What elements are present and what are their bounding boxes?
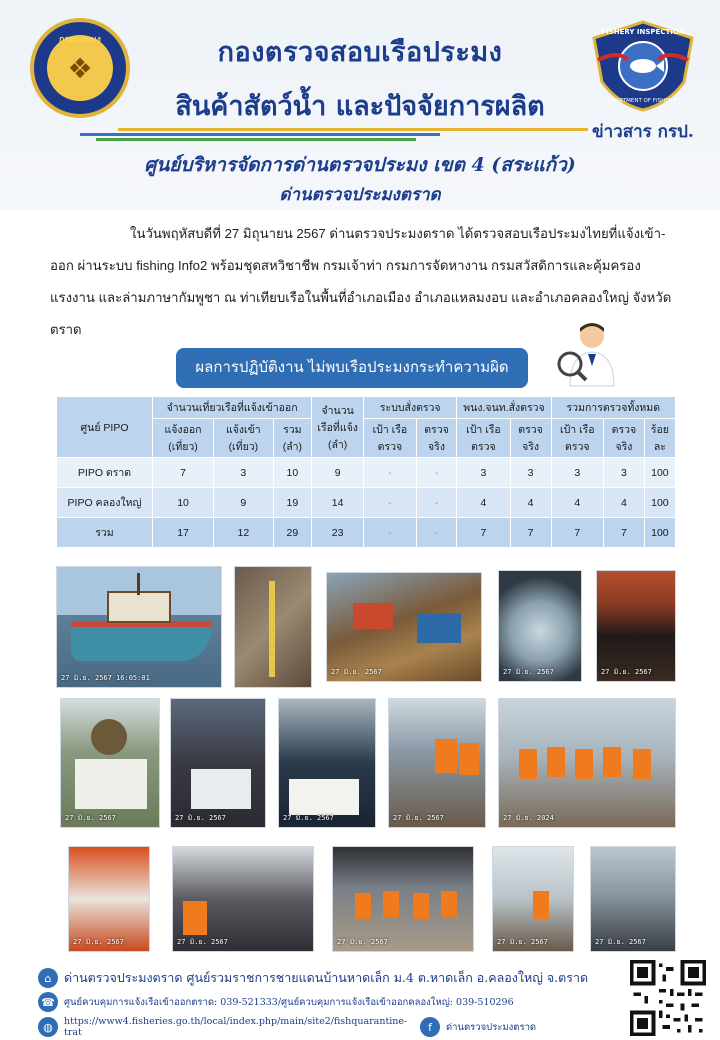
sub-sys-target: เป้า เรือตรวจ [364,419,416,458]
phone-icon: ☎ [38,992,58,1012]
photo-timestamp: 27 มิ.ย. 2567 [337,938,388,946]
photo-crew-group-2 [332,846,474,952]
photo-crew-lifejackets [388,698,486,828]
photo-timestamp: 27 มิ.ย. 2567 [497,938,548,946]
cell-percent: 100 [644,458,675,488]
center-name: ศูนย์บริหารจัดการด่านตรวจประมง เขต 4 (สระแก้ว) [144,154,576,176]
table-row [57,458,676,488]
footer-address: ด่านตรวจประมงตราด ศูนย์รวมราชการชายแดนบ้านหาดเล็ก ม.4 ต.หาดเล็ก อ.คลองใหญ่ จ.ตราด [64,970,589,985]
photo-timestamp: 27 มิ.ย. 2024 [503,814,554,822]
photo-cabin-hatch [596,570,676,682]
photo-timestamp: 27 มิ.ย. 2567 [73,938,124,946]
cell-count: 23 [312,518,364,548]
col-trips: จำนวนเที่ยวเรือที่แจ้งเข้าออก [153,397,312,419]
col-count: จำนวนเรือที่แจ้ง (ลำ) [312,397,364,458]
cell-in: 12 [214,518,274,548]
footer-facebook[interactable]: ด่านตรวจประมงตราด [446,1021,537,1033]
photo-fish-hold [498,570,582,682]
col-officer: พนง.จนท.สั่งตรวจ [457,397,551,419]
col-system: ระบบสั่งตรวจ [364,397,457,419]
department-of-fisheries-logo [30,18,130,118]
cell-off-target: 7 [457,518,510,548]
cell-percent: 100 [644,488,675,518]
news-tag: ข่าวสาร กรป. [592,122,694,142]
qr-code-icon[interactable] [628,960,708,1036]
page-title-line2: สินค้าสัตว์น้ำ และปัจจัยการผลิต [175,91,545,122]
sub-in: แจ้งเข้า (เที่ยว) [214,419,274,458]
cell-off-actual: 7 [510,518,551,548]
fishery-inspection-badge-icon [588,20,698,112]
cell-out: 17 [153,518,214,548]
sub-sum: รวม (ลำ) [273,419,312,458]
cell-count: 14 [312,488,364,518]
photo-timestamp: 27 มิ.ย. 2567 [65,814,116,822]
seal-emblem-icon: ❖ [47,35,113,101]
divider-green [96,138,416,141]
office-name: ด่านตรวจประมงตราด [279,185,441,205]
sub-off-target: เป้า เรือตรวจ [457,419,510,458]
photo-timestamp: 27 มิ.ย. 2567 [393,814,444,822]
photo-timestamp: 27 มิ.ย. 2567 [595,938,646,946]
sub-tot-actual: ตรวจจริง [604,419,645,458]
footer-web-row [38,1016,536,1038]
photo-fishing-boat [56,566,222,688]
photo-net-measure [234,566,312,688]
sub-sys-actual: ตรวจจริง [416,419,457,458]
logo-label: กรมประมง [59,35,101,45]
cell-percent: 100 [644,518,675,548]
cell-sys-target: - [364,488,416,518]
facebook-icon: f [420,1017,440,1037]
globe-icon: ◍ [38,1017,58,1037]
cell-sys-actual: - [416,458,457,488]
footer [0,960,720,1040]
badge-bottom-text: DEPARTMENT OF FISHERIES [604,98,682,104]
report-paragraph-text: ในวันพฤหัสบดีที่ 27 มิถุนายน 2567 ด่านตรวจประมงตราด ได้ตรวจสอบเรือประมงไทยที่แจ้งเข้า-ออก ผ่านระบบ fishing Info2 พร้อมชุดสหวิชาชีพ กรมเจ้าท่า กรมการจัดหางาน กรมสวัสดิการและคุ้มครองแรงงาน และล่ามภาษากัมพูชา ณ ท่าเทียบเรือในพื้นที่อำเภอเมือง อำเภอแหลมงอบ และอำเภอคลองใหญ่ จังหวัดตราด [50,226,672,337]
sub-out: แจ้งออก (เที่ยว) [153,419,214,458]
cell-tot-actual: 4 [604,488,645,518]
photo-timestamp: 27 มิ.ย. 2567 [503,668,554,676]
cell-tot-target: 3 [551,458,603,488]
footer-website[interactable]: https://www4.fisheries.go.th/local/index.php/main/site2/fishquarantine-trat [64,1016,408,1038]
divider-gold [118,128,588,131]
col-center: ศูนย์ PIPO [57,397,153,458]
badge-top-text: FISHERY INSPECTION [601,28,685,36]
result-banner: ผลการปฏิบัติงาน ไม่พบเรือประมงกระทำความผิด [176,348,528,388]
photo-boat-deck [326,572,482,682]
cell-sys-actual: - [416,488,457,518]
photo-timestamp: 27 มิ.ย. 2567 [331,668,382,676]
photo-timestamp: 27 มิ.ย. 2567 [175,814,226,822]
table-row [57,488,676,518]
cell-off-target: 3 [457,458,510,488]
home-icon: ⌂ [38,968,58,988]
photo-timestamp: 27 มิ.ย. 2567 [601,668,652,676]
cell-sys-target: - [364,458,416,488]
photo-timestamp: 27 มิ.ย. 2567 [283,814,334,822]
header-banner [0,0,720,210]
cell-in: 3 [214,458,274,488]
photo-timestamp: 27 มิ.ย. 2567 16:05:01 [61,674,150,682]
cell-off-target: 4 [457,488,510,518]
cell-in: 9 [214,488,274,518]
photo-crew-group-3 [492,846,574,952]
sub-tot-target: เป้า เรือตรวจ [551,419,603,458]
cell-off-actual: 4 [510,488,551,518]
page-title-line1: กองตรวจสอบเรือประมง [217,37,503,68]
sub-off-actual: ตรวจจริง [510,419,551,458]
table-row-total [57,518,676,548]
cell-count: 9 [312,458,364,488]
inspector-avatar-icon [556,320,624,388]
photo-officers-group [590,846,676,952]
cell-tot-target: 7 [551,518,603,548]
cell-sys-actual: - [416,518,457,548]
sub-percent: ร้อยละ [644,419,675,458]
cell-tot-actual: 3 [604,458,645,488]
cell-name: รวม [57,518,153,548]
cell-tot-actual: 7 [604,518,645,548]
photo-crew-group-1 [498,698,676,828]
footer-address-row [38,968,588,988]
photo-collage [56,566,676,956]
footer-phone-row [38,992,514,1012]
cell-sum: 10 [273,458,312,488]
cell-sum: 29 [273,518,312,548]
cell-off-actual: 3 [510,458,551,488]
cell-sys-target: - [364,518,416,548]
photo-document-check-2 [170,698,266,828]
cell-out: 10 [153,488,214,518]
results-table [56,396,676,548]
cell-name: PIPO คลองใหญ่ [57,488,153,518]
divider-blue [80,133,440,136]
cell-out: 7 [153,458,214,488]
photo-timestamp: 27 มิ.ย. 2567 [177,938,228,946]
photo-ice-boxes [68,846,150,952]
footer-phones: ศูนย์ควบคุมการแจ้งเรือเข้าออกตราด: 039-521333/ศูนย์ควบคุมการแจ้งเรือเข้าออกคลองใหญ่: 039-510296 [64,996,514,1008]
photo-officer-writing [278,698,376,828]
cell-tot-target: 4 [551,488,603,518]
photo-crew-inspection [172,846,314,952]
col-total: รวมการตรวจทั้งหมด [551,397,675,419]
photo-document-check-1 [60,698,160,828]
cell-name: PIPO ตราด [57,458,153,488]
cell-sum: 19 [273,488,312,518]
